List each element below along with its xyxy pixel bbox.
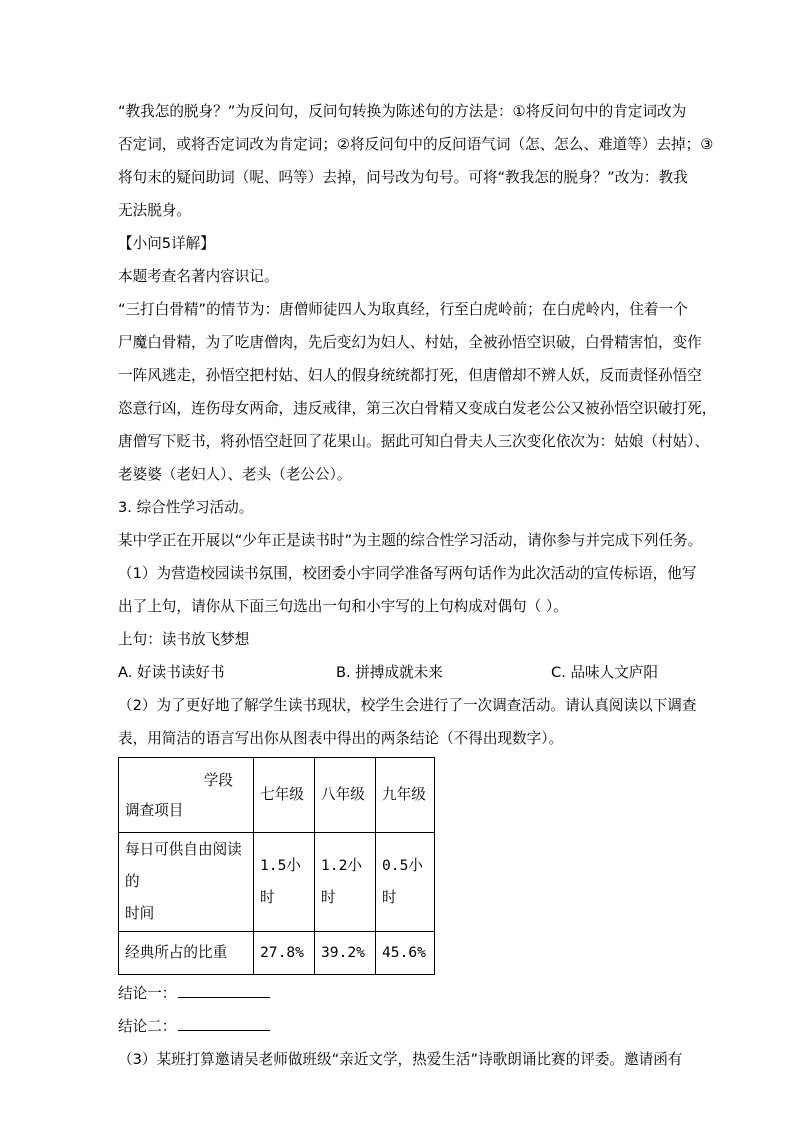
conclusion-label: 结论二： [118,1018,177,1035]
cell-grade7-time [254,833,315,932]
cell-grade8-ratio: 39.2% [315,932,376,975]
upper-line-text: 上句：读书放飞梦想 [118,631,250,648]
text-line: （1）为营造校园读书氛围，校团委小宇同学准备写两句话作为此次活动的宣传标语，他写 [118,565,697,582]
question-3: （3）某班打算邀请吴老师做班级“亲近文学，热爱生活”诗歌朗诵比赛的评委。邀请函有 [118,1051,683,1068]
cell-line: 时 [382,889,397,906]
paragraph-rhetorical-question [118,95,714,227]
grade-7-header: 七年级 [254,758,315,833]
text-line: 将句末的疑问助词（呢、吗等）去掉，问号改为句号。可将“教我怎的脱身？”改为：教我 [118,169,688,186]
conclusion-label: 结论一： [118,985,177,1002]
option-c: C. 品味人文庐阳 [551,664,659,681]
cell-grade8-time [315,833,376,932]
cell-grade9-ratio: 45.6% [376,932,435,975]
table-corner-header [119,758,254,833]
text-line: 本题考查名著内容识记。 [118,268,279,285]
text-line: 尸魔白骨精，为了吃唐僧肉，先后变幻为妇人、村姑，全被孙悟空识破，白骨精害怕，变作 [118,334,702,351]
cell-line: 时 [321,889,336,906]
cell-line: 1.5小 [260,857,301,874]
section-heading-q5: 【小问5详解】 [118,235,215,252]
cell-line: 0.5小 [382,857,423,874]
table-row [119,833,435,932]
row-label-classics-ratio: 经典所占的比重 [119,932,254,975]
option-b: B. 拼搏成就未来 [336,664,443,681]
text-line: “教我怎的脱身？”为反问句，反问句转换为陈述句的方法是：①将反问句中的肯定词改为 [118,103,687,120]
row-label-line: 时间 [125,905,155,922]
section-heading-3: 3. 综合性学习活动。 [118,499,254,516]
table-header-row [119,758,435,833]
conclusion-blank[interactable] [178,1010,270,1031]
cell-grade9-time [376,833,435,932]
grade-8-header: 八年级 [315,758,376,833]
page-content [118,95,717,1076]
text-line: 某中学正在开展以“少年正是读书时”为主题的综合性学习活动，请你参与并完成下列任务。 [118,532,703,549]
text-line: 老婆婆（老妇人）、老头（老公公）。 [118,466,352,483]
text-line: 无法脱身。 [118,202,191,219]
conclusion-one [118,977,678,1010]
table-row [119,932,435,975]
text-line: 唐僧写下贬书，将孙悟空赶回了花果山。据此可知白骨夫人三次变化依次为：姑娘（村姑）、 [118,433,710,450]
text-line: （2）为了更好地了解学生读书现状，校学生会进行了一次调查活动。请认真阅读以下调查 [118,697,697,714]
cell-line: 时 [260,889,275,906]
text-line: 出了上句，请你从下面三句选出一句和小宇写的上句构成对偶句（ ）。 [118,598,568,615]
row-label-line: 每日可供自由阅读的 [125,841,242,890]
grade-9-header: 九年级 [376,758,435,833]
text-line: 一阵风逃走，孙悟空把村姑、妇人的假身统统都打死，但唐僧却不辨人妖，反而责怪孙悟空 [118,367,702,384]
header-grade-label: 学段 [203,772,233,789]
conclusion-two [118,1010,678,1043]
answer-options [118,656,678,689]
question-2 [118,689,697,1043]
conclusion-blank[interactable] [178,977,270,998]
text-line: 表，用简洁的语言写出你从图表中得出的两条结论（不得出现数字）。 [118,730,564,747]
text-line: 恣意行凶，连伤母女两命，违反戒律，第三次白骨精又变成白发老公公又被孙悟空识破打死， [118,400,717,417]
cell-line: 1.2小 [321,857,362,874]
survey-table [118,757,435,975]
question-1 [118,557,697,689]
header-item-label: 调查项目 [125,802,184,819]
text-line: “三打白骨精”的情节为：唐僧师徒四人为取真经，行至白虎岭前；在白虎岭内，住着一个 [118,301,688,318]
cell-grade7-ratio: 27.8% [254,932,315,975]
row-label-reading-time [119,833,254,932]
option-a: A. 好读书读好书 [118,664,225,681]
text-line: 否定词，或将否定词改为肯定词；②将反问句中的反问语气词（怎、怎么、难道等）去掉；③ [118,136,714,153]
paragraph-white-bone-demon [118,293,717,491]
